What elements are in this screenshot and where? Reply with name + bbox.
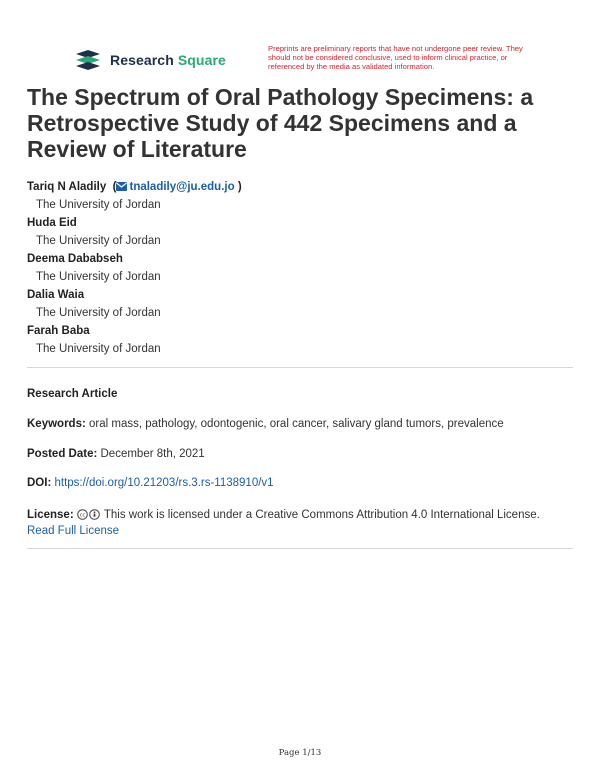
author-affiliation: The University of Jordan [36, 271, 161, 283]
license-line [27, 507, 573, 539]
brand-name: Research Square [110, 52, 226, 68]
author-affiliation: The University of Jordan [36, 343, 161, 355]
page-number: Page 1/13 [278, 748, 322, 758]
author-affiliation: The University of Jordan [36, 199, 161, 211]
posted-date-value: December 8th, 2021 [100, 448, 205, 460]
svg-text:cc: cc [79, 512, 86, 519]
keywords-value: oral mass, pathology, odontogenic, oral cancer, salivary gland tumors, prevalence [89, 418, 504, 430]
by-attribution-icon [89, 509, 100, 520]
posted-date-label: Posted Date: [27, 448, 98, 460]
author-entry [27, 323, 567, 359]
license-text: This work is licensed under a Creative Commons Attribution 4.0 International License. [103, 509, 540, 521]
research-square-logo-icon [74, 48, 104, 72]
cc-icon [77, 509, 88, 520]
keywords-line [27, 418, 504, 430]
license-label: License: [27, 509, 74, 521]
author-list [27, 179, 567, 359]
research-square-logo[interactable] [74, 48, 226, 72]
author-entry [27, 215, 567, 251]
author-name: Dalia Waia [27, 289, 85, 301]
author-entry [27, 251, 567, 287]
author-affiliation: The University of Jordan [36, 235, 161, 247]
mail-icon [116, 182, 127, 191]
article-type: Research Article [27, 388, 118, 400]
divider [27, 367, 573, 368]
author-name: Huda Eid [27, 217, 77, 229]
author-entry: Tariq N Aladily ( tnaladily@ju.edu.jo ) The University of Jordan [27, 179, 567, 215]
posted-date-line [27, 448, 205, 460]
divider [27, 548, 573, 549]
author-affiliation: The University of Jordan [36, 307, 161, 319]
author-name: Tariq N Aladily [27, 181, 107, 193]
author-name: Deema Dababseh [27, 253, 123, 265]
preprint-disclaimer: Preprints are preliminary reports that have not undergone peer review. They should not be considered conclusive, used to inform clinical practice, or referenced by the media as validated information. [268, 44, 523, 71]
author-entry [27, 287, 567, 323]
keywords-label: Keywords: [27, 418, 86, 430]
paper-title: The Spectrum of Oral Pathology Specimens: a Retrospective Study of 442 Specimens and a Review of Literature [27, 84, 534, 162]
author-email-link[interactable]: tnaladily@ju.edu.jo [116, 181, 234, 193]
doi-label: DOI: [27, 477, 52, 489]
doi-link[interactable]: https://doi.org/10.21203/rs.3.rs-1138910/v1 [54, 477, 274, 489]
read-full-license-link[interactable]: Read Full License [27, 525, 120, 537]
author-name: Farah Baba [27, 325, 90, 337]
doi-line [27, 477, 274, 489]
